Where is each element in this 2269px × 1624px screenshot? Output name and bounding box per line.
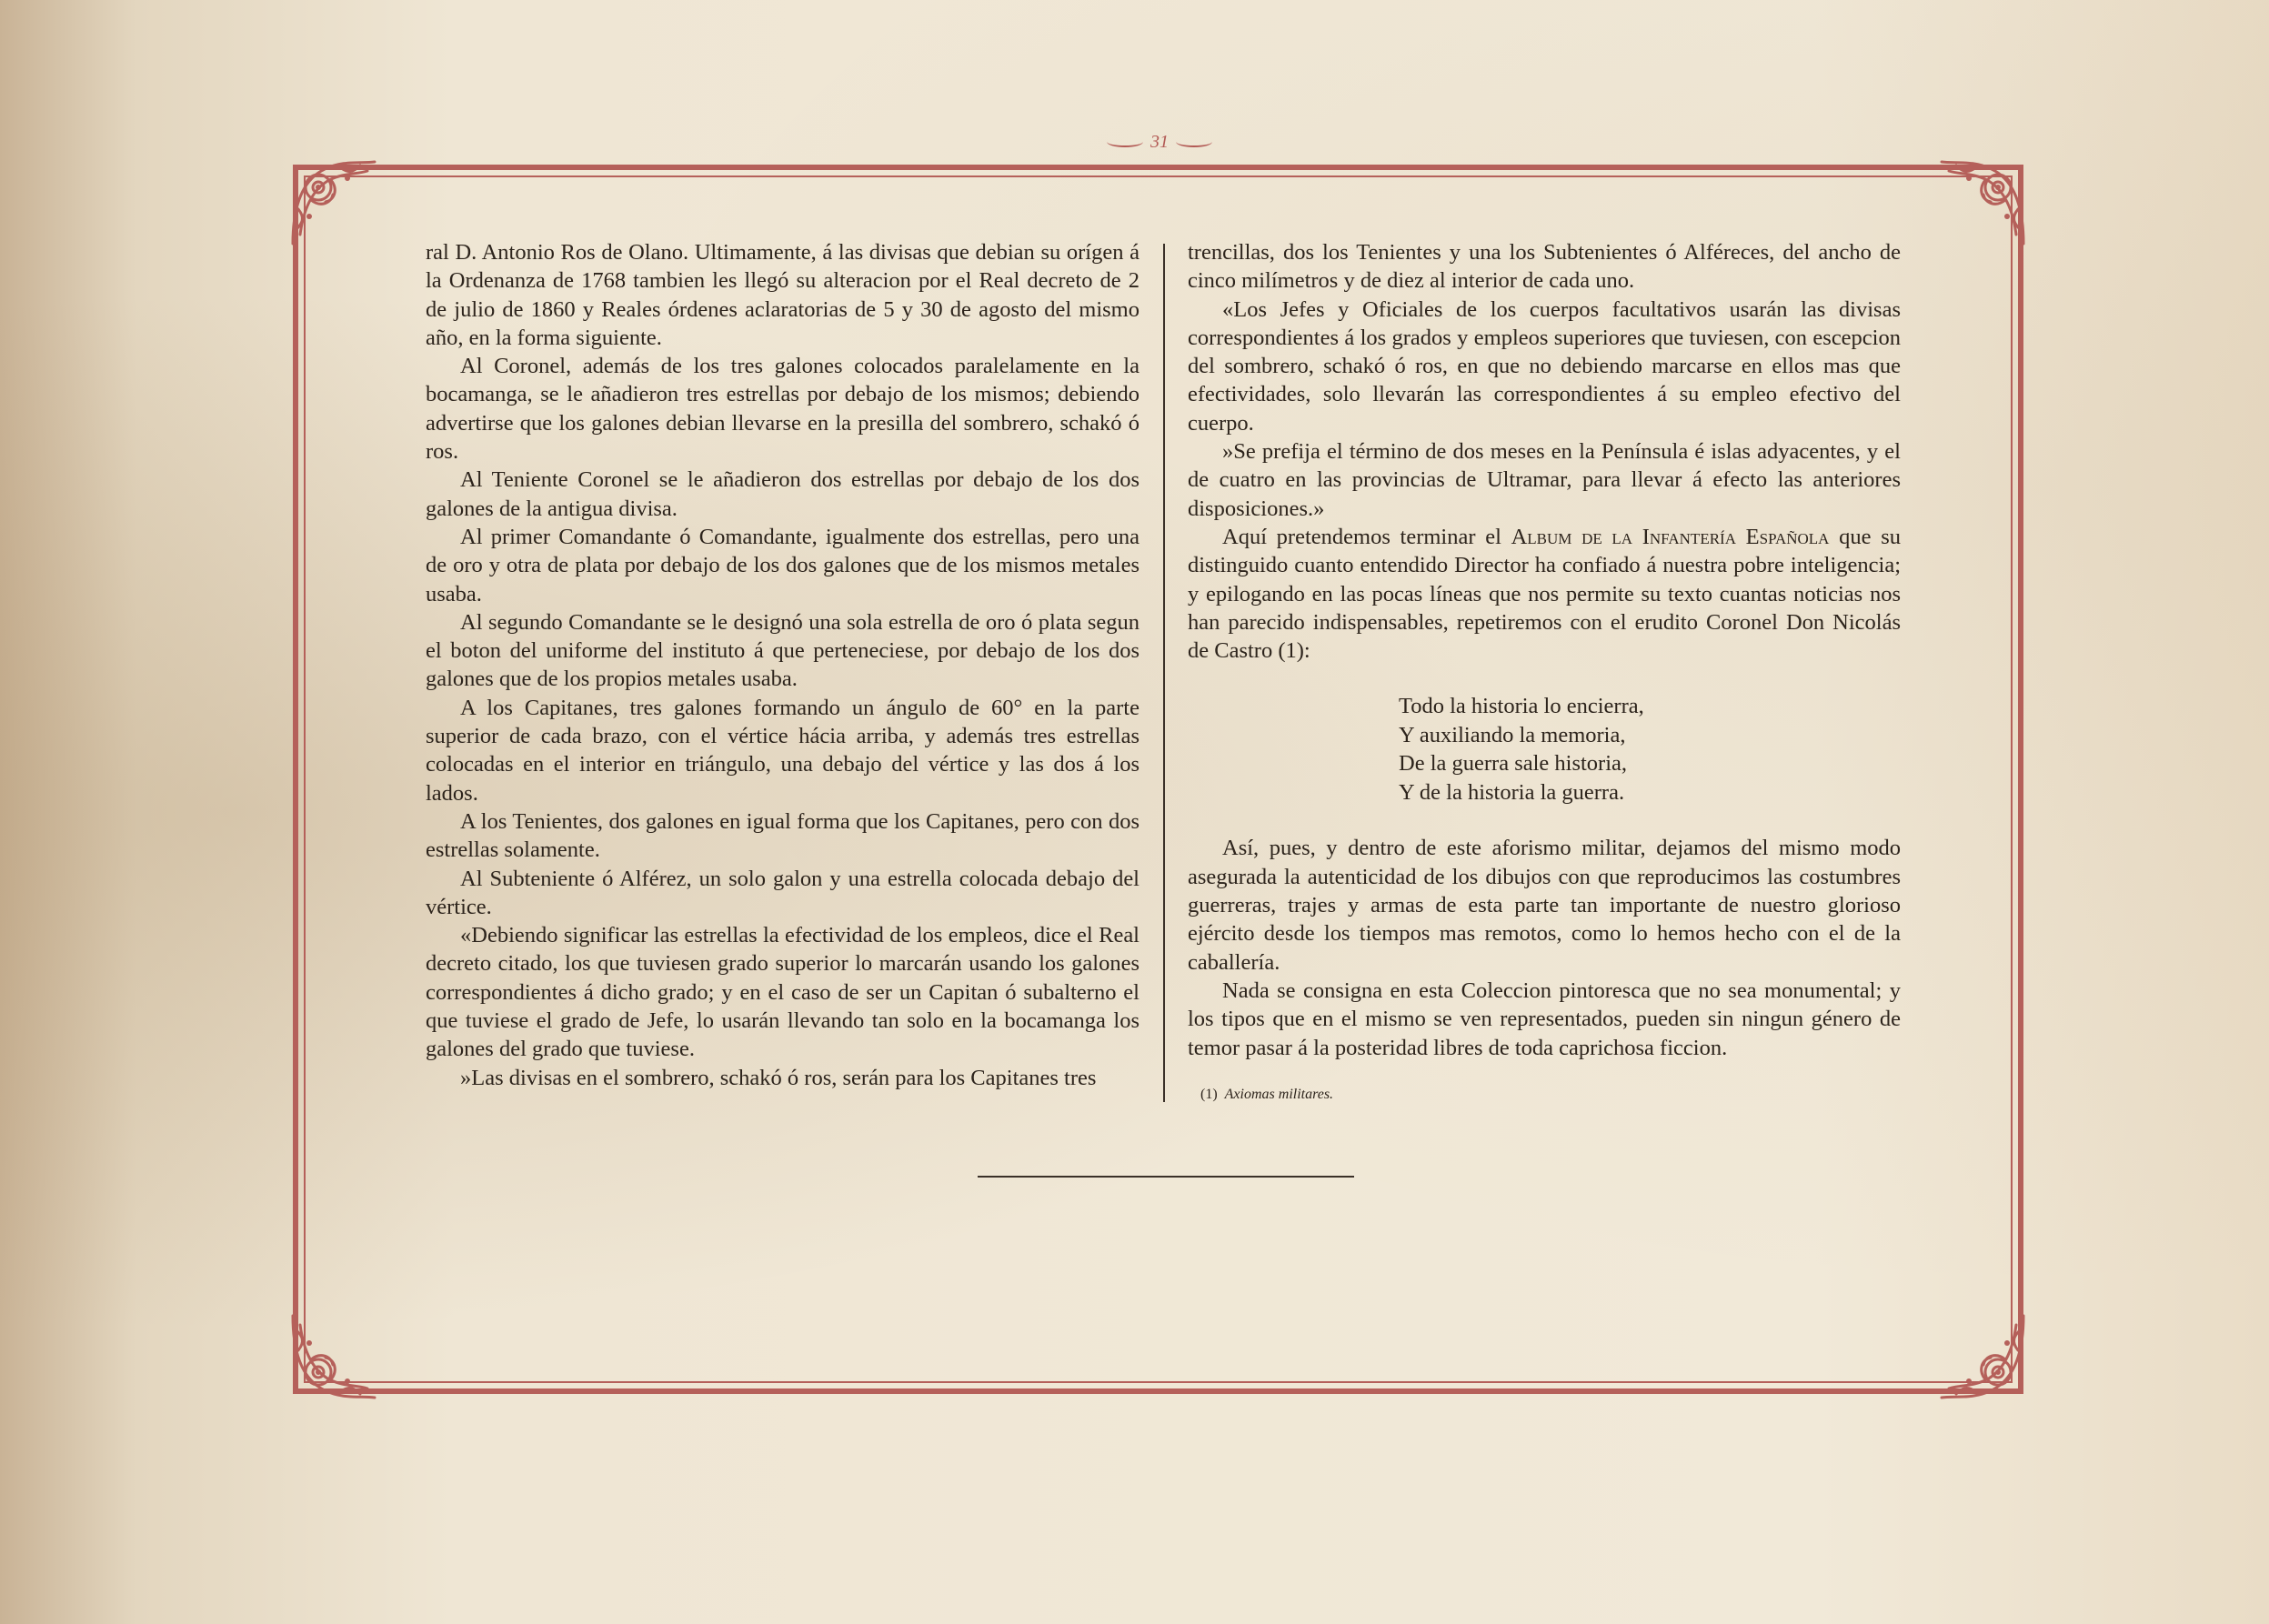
page-number-text: 31 [1150, 131, 1169, 152]
ornamental-corner-icon [1933, 1307, 2033, 1407]
paragraph [1188, 523, 1901, 665]
paragraph: »Se prefija el término de dos meses en la Península é islas adyacentes, y el de cuatro en las provincias de Ultramar, para llevar á efecto las anteriores disposiciones.» [1188, 439, 1901, 521]
ornamental-corner-icon [284, 1307, 384, 1407]
paragraph: «Debiendo significar las estrellas la efectividad de los empleos, dice el Real decreto citado, los que tuviesen grado superior lo marcarán usando los galones correspondientes á dicho grado; y en el caso de ser un Capitan ó subalterno el que tuviese el grado de Jefe, lo usarán llevando tan solo en la bocamanga los galones del grado que tuviese. [426, 923, 1140, 1062]
paragraph: A los Tenientes, dos galones en igual forma que los Capitanes, pero con dos estrellas solamente. [426, 808, 1140, 863]
left-text-column [426, 238, 1140, 1092]
album-title: Album de la Infantería Española [1511, 524, 1830, 549]
footnote-mark: (1) [1200, 1086, 1218, 1102]
paragraph: »Las divisas en el sombrero, schakó ó ros, serán para los Capitanes tres [460, 1065, 1097, 1090]
paragraph: Al Teniente Coronel se le añadieron dos estrellas por debajo de los dos galones de la antigua divisa. [426, 467, 1140, 521]
page-number [1096, 131, 1223, 153]
paragraph-text: Aquí pretendemos terminar el [1222, 524, 1511, 549]
verse-line: Y auxiliando la memoria, [1399, 722, 1626, 747]
paragraph: A los Capitanes, tres galones formando un ángulo de 60° en la parte superior de cada brazo, con el vértice hácia arriba, y además tres estrellas colocadas en el interior en triángulo, una debajo del vértice y las dos á los lados. [426, 695, 1140, 806]
paragraph: «Los Jefes y Oficiales de los cuerpos facultativos usarán las divisas correspondientes á los grados y empleos superiores que tuviesen, con escepcion del sombrero, schakó ó ros, en que no debiendo marcarse en ellos mas que efectividades, solo llevarán las correspondientes á su empleo efectivo del cuerpo. [1188, 296, 1901, 436]
paragraph: Así, pues, y dentro de este aforismo militar, dejamos del mismo modo asegurada la autenticidad de los dibujos con que reproducimos las costumbres guerreras, trajes y armas de esta parte tan importante de nuestro glorioso ejército desde los tiempos mas remotos, como lo hemos hecho con el de la caballería. [1188, 836, 1901, 975]
paragraph: Al segundo Comandante se le designó una sola estrella de oro ó plata segun el boton del uniforme del instituto á que perteneciese, por debajo de los dos galones que de los propios metales usaba. [426, 609, 1140, 692]
verse-line: Todo la historia lo encierra, [1399, 694, 1644, 719]
footnote [1188, 1086, 1901, 1104]
end-rule [978, 1176, 1354, 1178]
paragraph: Nada se consigna en esta Coleccion pintoresca que no sea monumental; y los tipos que en el mismo se ven representados, pueden sin ningun género de temor pasar á la posteridad libres de toda caprichosa ficcion. [1188, 977, 1901, 1060]
column-divider [1163, 244, 1165, 1102]
paragraph-text: que su distinguido cuanto entendido Director ha confiado á nuestra pobre inteligencia; y epilogando en las pocas líneas que nos permite su texto cuantas noticias nos han parecido indispensables, repetiremos con el erudito Coronel Don Nicolás de Castro (1): [1188, 524, 1901, 664]
paragraph: Al Subteniente ó Alférez, un solo galon y una estrella colocada debajo del vértice. [426, 866, 1140, 919]
paragraph: Al primer Comandante ó Comandante, igualmente dos estrellas, pero una de oro y otra de plata por debajo de los dos galones que de los mismos metales usaba. [426, 524, 1140, 606]
footnote-text: Axiomas militares. [1224, 1086, 1334, 1102]
paragraph: trencillas, dos los Tenientes y una los Subtenientes ó Alféreces, del ancho de cinco milímetros y de diez al interior de cada uno. [1188, 240, 1901, 294]
right-text-column [1188, 238, 1901, 1104]
ornamental-corner-icon [1933, 153, 2033, 253]
page-number-flourish-icon [1176, 136, 1212, 147]
verse-line: Y de la historia la guerra. [1399, 779, 1625, 805]
page-number-flourish-icon [1107, 136, 1143, 147]
paragraph: Al Coronel, además de los tres galones colocados paralelamente en la bocamanga, se le añadieron tres estrellas por debajo de los mismos; debiendo advertirse que los galones debian llevarse en la presilla del sombrero, schakó ó ros. [426, 354, 1140, 465]
ornamental-corner-icon [284, 153, 384, 253]
verse-quote [1399, 692, 1901, 807]
paragraph: ral D. Antonio Ros de Olano. Ultimamente, á las divisas que debian su orígen á la Ordenanza de 1768 tambien les llegó su alteracion por el Real decreto de 2 de julio de 1860 y Reales órdenes aclaratorias de 5 y 30 de agosto del mismo año, en la forma siguiente. [426, 240, 1140, 350]
verse-line: De la guerra sale historia, [1399, 751, 1628, 777]
